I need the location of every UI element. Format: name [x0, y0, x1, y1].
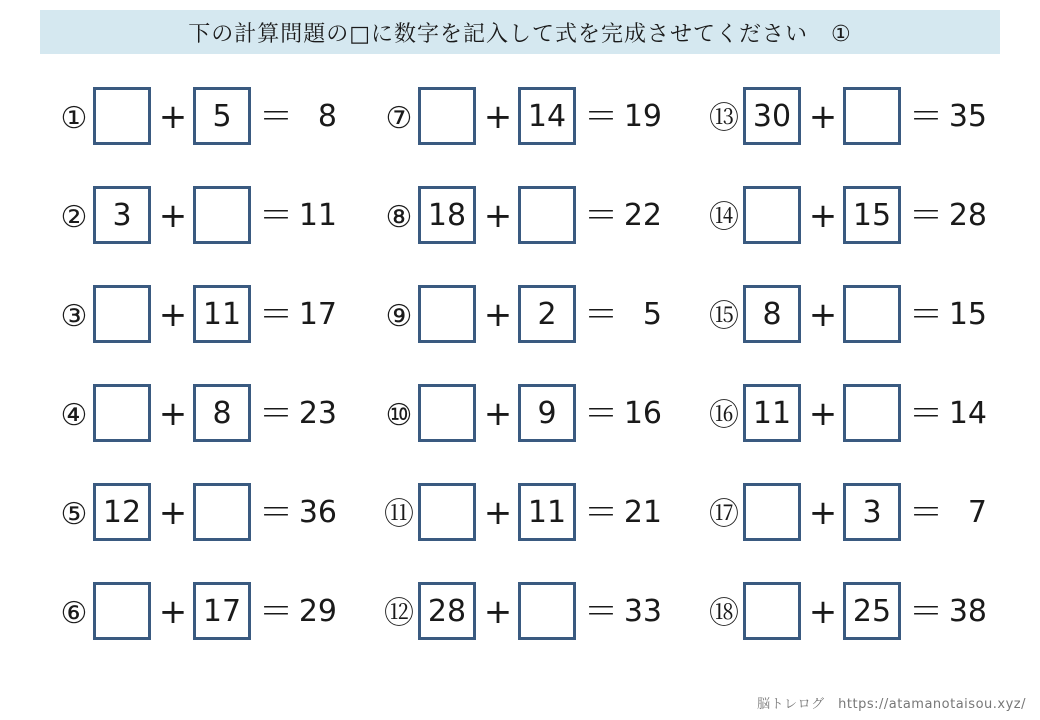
plus-sign: + — [808, 97, 838, 137]
operand-box: 3 — [93, 186, 151, 244]
answer-box[interactable] — [418, 384, 476, 442]
problem-result: 11 — [298, 198, 337, 233]
problem — [705, 186, 1005, 250]
equals-sign: ＝ — [584, 196, 618, 236]
plus-sign: + — [158, 592, 188, 632]
problem — [55, 384, 355, 448]
problem-number: ③ — [60, 299, 88, 334]
problem-number: ⑭ — [709, 200, 739, 235]
plus-sign: + — [158, 196, 188, 236]
answer-box[interactable] — [743, 186, 801, 244]
problem-number: ⑩ — [385, 398, 413, 433]
problem-result: 21 — [623, 495, 662, 530]
equals-sign: ＝ — [909, 295, 943, 335]
answer-box[interactable] — [418, 87, 476, 145]
operand-box: 17 — [193, 582, 251, 640]
answer-box[interactable] — [843, 285, 901, 343]
plus-sign: + — [808, 394, 838, 434]
problem — [380, 483, 680, 547]
problem-number: ⑫ — [384, 596, 414, 631]
problem-number: ⑥ — [60, 596, 88, 631]
problem — [55, 87, 355, 151]
answer-box[interactable] — [518, 582, 576, 640]
plus-sign: + — [808, 592, 838, 632]
equals-sign: ＝ — [909, 394, 943, 434]
problem-result: 38 — [948, 594, 987, 629]
operand-box: 5 — [193, 87, 251, 145]
operand-box: 11 — [193, 285, 251, 343]
operand-box: 18 — [418, 186, 476, 244]
problem-result: 14 — [948, 396, 987, 431]
problem — [705, 285, 1005, 349]
equals-sign: ＝ — [584, 295, 618, 335]
answer-box[interactable] — [743, 483, 801, 541]
problem-result: 28 — [948, 198, 987, 233]
problem — [55, 186, 355, 250]
problem — [380, 285, 680, 349]
problem — [380, 582, 680, 646]
plus-sign: + — [483, 196, 513, 236]
operand-box: 9 — [518, 384, 576, 442]
problem-result: 15 — [948, 297, 987, 332]
equals-sign: ＝ — [909, 493, 943, 533]
footer-credit: 脳トレログ https://atamanotaisou.xyz/ — [757, 697, 1026, 712]
plus-sign: + — [483, 295, 513, 335]
equals-sign: ＝ — [909, 196, 943, 236]
plus-sign: + — [158, 394, 188, 434]
equals-sign: ＝ — [259, 592, 293, 632]
operand-box: 11 — [518, 483, 576, 541]
problem-result: 33 — [623, 594, 662, 629]
problem — [705, 582, 1005, 646]
operand-box: 25 — [843, 582, 901, 640]
answer-box[interactable] — [518, 186, 576, 244]
plus-sign: + — [158, 97, 188, 137]
plus-sign: + — [808, 493, 838, 533]
operand-box: 11 — [743, 384, 801, 442]
problem — [380, 384, 680, 448]
answer-box[interactable] — [93, 285, 151, 343]
equals-sign: ＝ — [584, 97, 618, 137]
answer-box[interactable] — [93, 582, 151, 640]
answer-box[interactable] — [93, 87, 151, 145]
plus-sign: + — [483, 97, 513, 137]
plus-sign: + — [158, 295, 188, 335]
problem-number: ⑰ — [709, 497, 739, 532]
problem-number: ⑦ — [385, 101, 413, 136]
problem-number: ⑨ — [385, 299, 413, 334]
problem — [380, 186, 680, 250]
problem-result: 22 — [623, 198, 662, 233]
equals-sign: ＝ — [584, 493, 618, 533]
operand-box: 3 — [843, 483, 901, 541]
problem — [705, 87, 1005, 151]
equals-sign: ＝ — [259, 394, 293, 434]
operand-box: 8 — [743, 285, 801, 343]
operand-box: 2 — [518, 285, 576, 343]
problem-result: 23 — [298, 396, 337, 431]
equals-sign: ＝ — [909, 97, 943, 137]
problem-result: 36 — [298, 495, 337, 530]
plus-sign: + — [483, 592, 513, 632]
equals-sign: ＝ — [584, 592, 618, 632]
problem-result: 7 — [967, 495, 987, 530]
operand-box: 28 — [418, 582, 476, 640]
answer-box[interactable] — [743, 582, 801, 640]
answer-box[interactable] — [193, 186, 251, 244]
problem-result: 17 — [298, 297, 337, 332]
problem — [705, 483, 1005, 547]
plus-sign: + — [158, 493, 188, 533]
problem-result: 19 — [623, 99, 662, 134]
problem-number: ⑤ — [60, 497, 88, 532]
problem — [380, 87, 680, 151]
equals-sign: ＝ — [259, 97, 293, 137]
answer-box[interactable] — [193, 483, 251, 541]
answer-box[interactable] — [93, 384, 151, 442]
problem-number: ④ — [60, 398, 88, 433]
equals-sign: ＝ — [259, 493, 293, 533]
equals-sign: ＝ — [909, 592, 943, 632]
operand-box: 30 — [743, 87, 801, 145]
problem — [55, 285, 355, 349]
equals-sign: ＝ — [259, 196, 293, 236]
equals-sign: ＝ — [259, 295, 293, 335]
plus-sign: + — [483, 394, 513, 434]
problem-number: ⑪ — [384, 497, 414, 532]
problem-result: 16 — [623, 396, 662, 431]
answer-box[interactable] — [843, 87, 901, 145]
answer-box[interactable] — [418, 285, 476, 343]
problem-result: 29 — [298, 594, 337, 629]
problem-number: ⑬ — [709, 101, 739, 136]
equals-sign: ＝ — [584, 394, 618, 434]
problem — [55, 582, 355, 646]
problem-number: ⑯ — [709, 398, 739, 433]
plus-sign: + — [483, 493, 513, 533]
worksheet-title: 下の計算問題の□に数字を記入して式を完成させてください ① — [188, 21, 852, 47]
problem-result: 5 — [642, 297, 662, 332]
problem-result: 8 — [317, 99, 337, 134]
problem-number: ⑮ — [709, 299, 739, 334]
operand-box: 12 — [93, 483, 151, 541]
problem — [55, 483, 355, 547]
problem — [705, 384, 1005, 448]
operand-box: 14 — [518, 87, 576, 145]
problem-number: ② — [60, 200, 88, 235]
operand-box: 15 — [843, 186, 901, 244]
problem-result: 35 — [948, 99, 987, 134]
problem-number: ① — [60, 101, 88, 136]
answer-box[interactable] — [418, 483, 476, 541]
problem-number: ⑧ — [385, 200, 413, 235]
answer-box[interactable] — [843, 384, 901, 442]
operand-box: 8 — [193, 384, 251, 442]
plus-sign: + — [808, 196, 838, 236]
plus-sign: + — [808, 295, 838, 335]
problem-number: ⑱ — [709, 596, 739, 631]
